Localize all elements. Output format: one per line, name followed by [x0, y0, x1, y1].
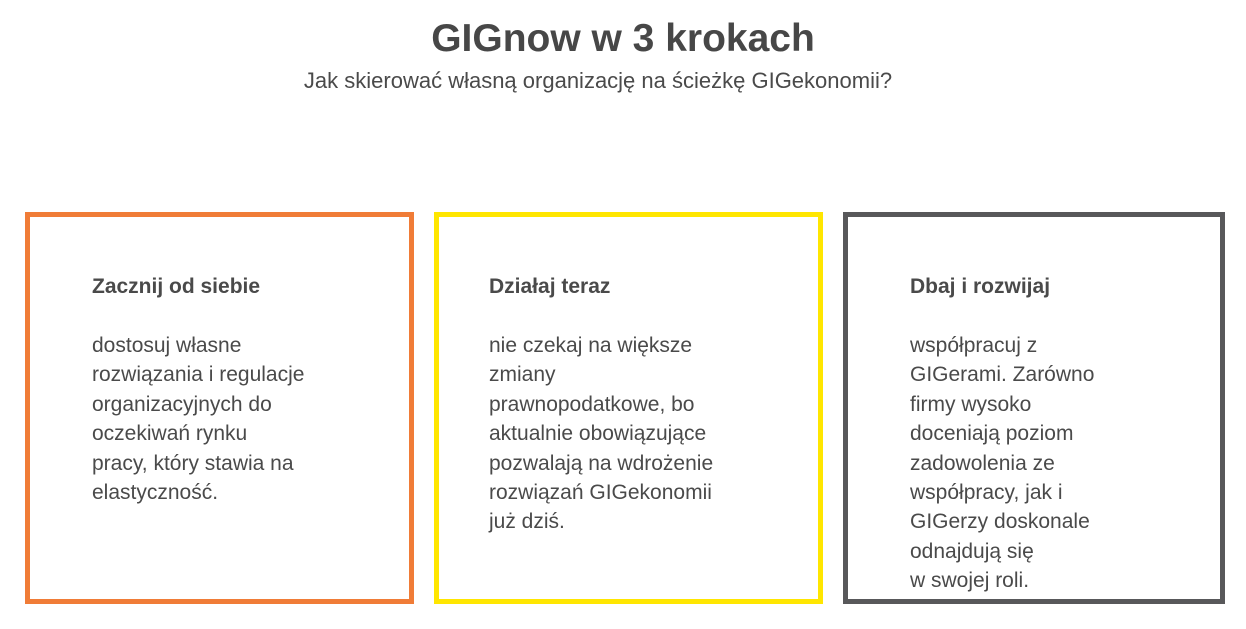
- step-card-dbaj-i-rozwijaj: [843, 212, 1225, 604]
- step-card-text: nie czekaj na większe zmiany prawnopodatkowe, bo aktualnie obowiązujące pozwalają na wdrożenie rozwiązań GIGekonomii już dziś.: [489, 334, 714, 534]
- page-title: GIGnow w 3 krokach: [431, 17, 815, 60]
- step-card-title: Działaj teraz: [489, 275, 611, 298]
- page-subtitle: Jak skierować własną organizację na ścieżkę GIGekonomii?: [303, 68, 893, 93]
- step-card-title: Dbaj i rozwijaj: [910, 275, 1051, 298]
- step-card-text: współpracuj z GIGerami. Zarówno firmy wysoko doceniają poziom zadowolenia ze współpracy, jak i GIGerzy doskonale odnajdują się w swojej roli.: [910, 334, 1095, 593]
- step-card-zacznij-od-siebie: [25, 212, 414, 604]
- step-card-dzialaj-teraz: [434, 212, 823, 604]
- step-card-title: Zacznij od siebie: [92, 275, 261, 298]
- step-card-text: dostosuj własne rozwiązania i regulacje organizacyjnych do oczekiwań rynku pracy, który stawia na elastyczność.: [92, 334, 305, 505]
